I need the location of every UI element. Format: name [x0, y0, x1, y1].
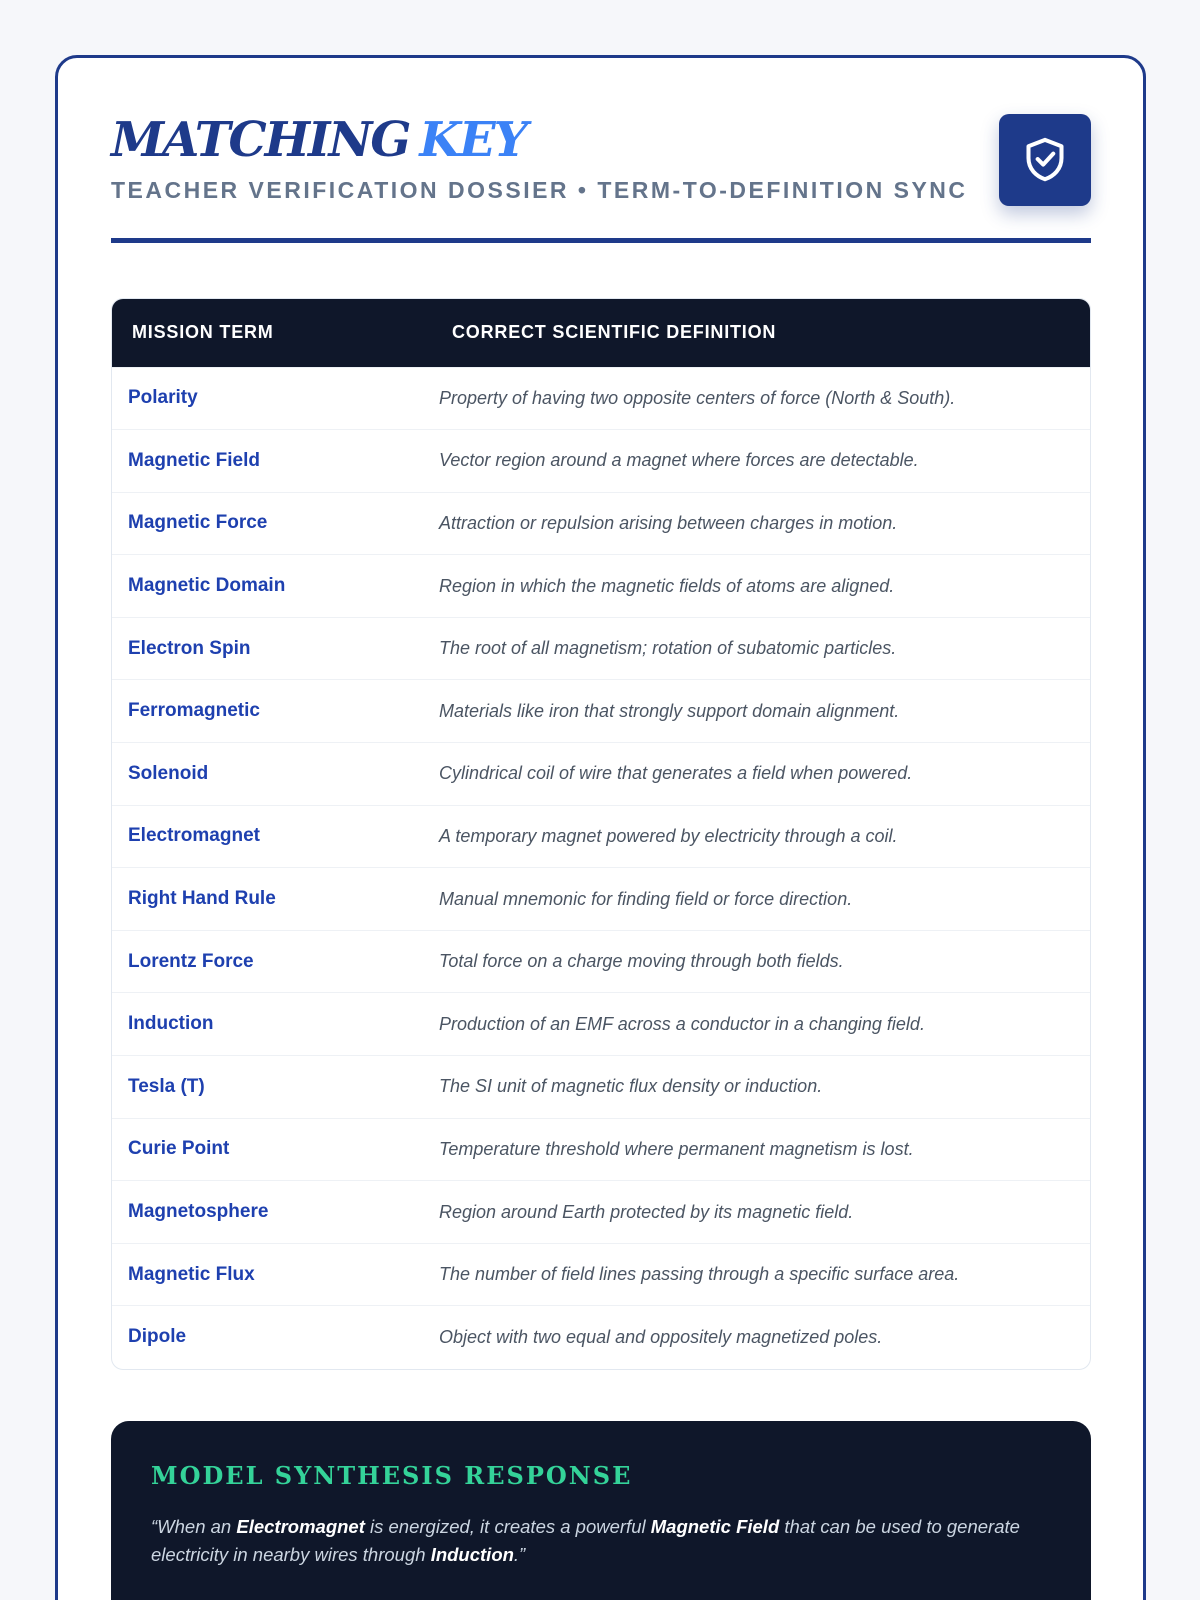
- table-header-row: [112, 299, 1090, 367]
- table-row: [112, 367, 1090, 430]
- term-cell: Tesla (T): [112, 1056, 437, 1119]
- page-title: [111, 112, 526, 168]
- definition-cell: A temporary magnet powered by electricity through a coil.: [437, 805, 1090, 868]
- term-cell: Magnetic Force: [112, 492, 437, 555]
- column-header-definition: CORRECT SCIENTIFIC DEFINITION: [437, 299, 1090, 367]
- table-row: [112, 805, 1090, 868]
- term-cell: Electron Spin: [112, 617, 437, 680]
- header-divider: [111, 238, 1091, 243]
- table-row: [112, 1056, 1090, 1119]
- synthesis-text-segment: is energized, it creates a powerful: [364, 1516, 651, 1537]
- table-row: [112, 1181, 1090, 1244]
- definition-cell: Object with two equal and oppositely magnetized poles.: [437, 1306, 1090, 1369]
- synthesis-text-segment: “When an: [151, 1516, 237, 1537]
- title-part-key: KEY: [419, 112, 526, 168]
- page-subtitle: TEACHER VERIFICATION DOSSIER • TERM-TO-DEFINITION SYNC: [111, 177, 968, 203]
- term-cell: Magnetosphere: [112, 1181, 437, 1244]
- term-cell: Solenoid: [112, 743, 437, 806]
- table-row: [112, 743, 1090, 806]
- synthesis-key-term: Magnetic Field: [650, 1516, 780, 1537]
- term-cell: Magnetic Flux: [112, 1243, 437, 1306]
- title-part-matching: MATCHING: [111, 112, 410, 168]
- synthesis-key-term: Induction: [430, 1544, 514, 1565]
- term-cell: Right Hand Rule: [112, 868, 437, 931]
- term-cell: Dipole: [112, 1306, 437, 1369]
- table-row: [112, 430, 1090, 493]
- table-row: [112, 1243, 1090, 1306]
- definition-cell: Total force on a charge moving through both fields.: [437, 930, 1090, 993]
- table-row: [112, 868, 1090, 931]
- table-row: [112, 1118, 1090, 1181]
- definition-cell: Region in which the magnetic fields of atoms are aligned.: [437, 555, 1090, 618]
- term-cell: Magnetic Domain: [112, 555, 437, 618]
- table-row: [112, 617, 1090, 680]
- matching-key-table: [111, 298, 1091, 1370]
- table-row: [112, 680, 1090, 743]
- model-synthesis-panel: [111, 1421, 1091, 1600]
- synthesis-key-term: Electromagnet: [236, 1516, 365, 1537]
- column-header-term: MISSION TERM: [112, 299, 437, 367]
- term-cell: Electromagnet: [112, 805, 437, 868]
- term-cell: Magnetic Field: [112, 430, 437, 493]
- term-cell: Ferromagnetic: [112, 680, 437, 743]
- table-row: [112, 993, 1090, 1056]
- table-row: [112, 492, 1090, 555]
- definition-cell: The number of field lines passing through a specific surface area.: [437, 1243, 1090, 1306]
- synthesis-text-segment: .”: [513, 1544, 526, 1565]
- definition-cell: Materials like iron that strongly support domain alignment.: [437, 680, 1090, 743]
- table-row: [112, 930, 1090, 993]
- definition-cell: Cylindrical coil of wire that generates a field when powered.: [437, 743, 1090, 806]
- definition-cell: Production of an EMF across a conductor in a changing field.: [437, 993, 1090, 1056]
- synthesis-quote: [151, 1513, 1031, 1569]
- table-row: [112, 555, 1090, 618]
- definition-cell: The root of all magnetism; rotation of subatomic particles.: [437, 617, 1090, 680]
- synthesis-title: MODEL SYNTHESIS RESPONSE: [151, 1461, 633, 1490]
- definition-cell: Temperature threshold where permanent magnetism is lost.: [437, 1118, 1090, 1181]
- definition-cell: Manual mnemonic for finding field or force direction.: [437, 868, 1090, 931]
- definition-cell: Vector region around a magnet where forces are detectable.: [437, 430, 1090, 493]
- definition-cell: Property of having two opposite centers of force (North & South).: [437, 367, 1090, 430]
- term-cell: Induction: [112, 993, 437, 1056]
- definition-cell: Region around Earth protected by its magnetic field.: [437, 1181, 1090, 1244]
- definition-cell: Attraction or repulsion arising between charges in motion.: [437, 492, 1090, 555]
- term-cell: Curie Point: [112, 1118, 437, 1181]
- term-cell: Polarity: [112, 367, 437, 430]
- term-cell: Lorentz Force: [112, 930, 437, 993]
- definition-cell: The SI unit of magnetic flux density or induction.: [437, 1056, 1090, 1119]
- shield-badge: [999, 114, 1091, 206]
- table-row: [112, 1306, 1090, 1369]
- shield-check-icon: [1023, 136, 1067, 184]
- synthesis-text-segment: that can be used to generate electricity in nearby wires through: [151, 1516, 1020, 1565]
